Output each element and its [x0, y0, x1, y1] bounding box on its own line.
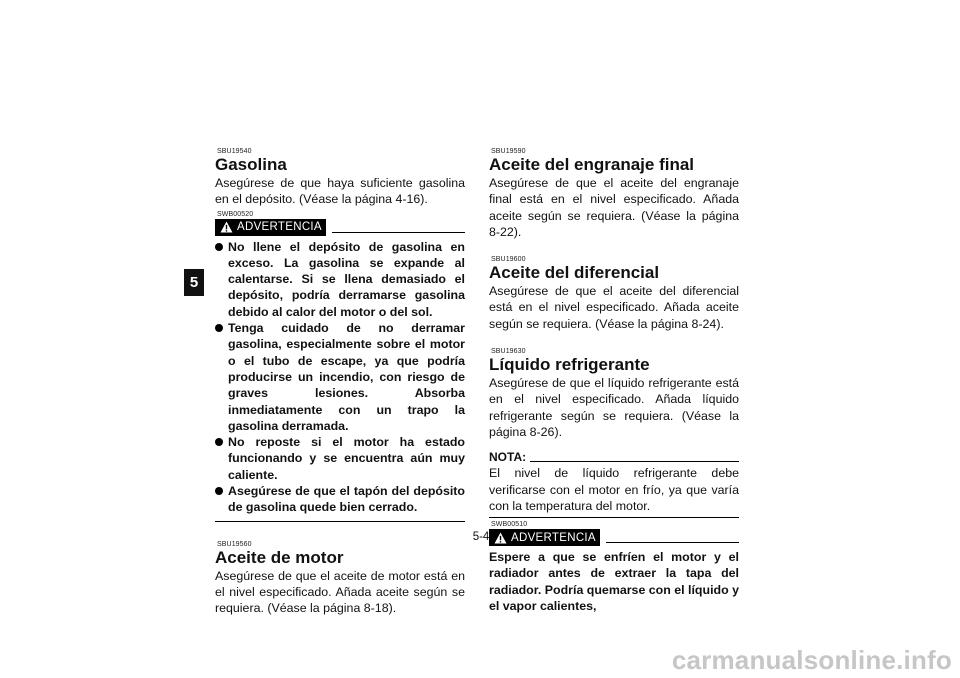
warning-triangle-icon: [220, 221, 233, 233]
section-body-aceite-motor: Asegúrese de que el aceite de motor está en el nivel especificado. Añada aceite según se requiera. (Véase la página 8-18).: [215, 568, 465, 616]
section-body-gasolina: Asegúrese de que haya suficiente gasolina en el depósito. (Véase la página 4-16).: [215, 176, 465, 207]
section-code: SBU19600: [491, 256, 526, 264]
warning-item: Tenga cuidado de no derramar gasolina, especialmente sobre el motor o el tubo de escape, ya que podría producirse un incendio, con riesgo de graves lesiones. Absorba inmediatamente con un trapo la gasolina derramada.: [215, 320, 465, 434]
section-title-diferencial: Aceite del diferencial: [489, 263, 660, 283]
warning-rule: [606, 542, 739, 543]
warning-badge: [489, 529, 600, 546]
warning-code: SWB00520: [217, 210, 254, 218]
section-title-aceite-motor: Aceite de motor: [215, 547, 344, 567]
page-number: 5-4: [472, 531, 490, 543]
warning-badge: [215, 219, 326, 236]
watermark: carmanualsonline.info: [671, 645, 952, 675]
section-body-engranaje-final: Asegúrese de que el aceite del engranaje final está en el nivel especificado. Añada aceite según se requiera. (Véase la página 8-22).: [489, 176, 739, 239]
warning-rule: [332, 232, 465, 233]
bullet-icon: [215, 324, 223, 332]
chapter-tab: 5: [184, 269, 204, 296]
section-code: SBU19560: [217, 540, 252, 548]
section-code: SBU19630: [491, 348, 526, 356]
note-label: NOTA:: [489, 450, 527, 465]
warning-body: Espere a que se enfríen el motor y el radiador antes de extraer la tapa del radiador. Podría quemarse con el líquido y el vapor calientes,: [489, 550, 739, 614]
section-body-refrigerante: Asegúrese de que el líquido refrigerante está en el nivel especificado. Añada líquido refrigerante según se requiera. (Véase la página 8-26).: [489, 376, 739, 439]
warning-header: [489, 529, 739, 546]
note-end-rule: [489, 517, 739, 518]
warning-list: [215, 239, 465, 516]
section-title-refrigerante: Líquido refrigerante: [489, 355, 650, 375]
right-column: [489, 148, 739, 614]
bullet-icon: [215, 438, 223, 446]
warning-code: SWB00510: [491, 521, 528, 529]
bullet-icon: [215, 487, 223, 495]
section-title-gasolina: Gasolina: [215, 155, 287, 174]
section-title-engranaje-final: Aceite del engranaje final: [489, 155, 695, 174]
left-column: [215, 148, 465, 617]
warning-item: Asegúrese de que el tapón del depósito de gasolina quede bien cerrado.: [215, 483, 465, 516]
note-body: El nivel de líquido refrigerante debe verificarse con el motor en frío, ya que varía con la temperatura del motor.: [489, 466, 739, 513]
warning-label: ADVERTENCIA: [511, 531, 596, 544]
note-rule: [530, 461, 739, 462]
section-body-diferencial: Asegúrese de que el aceite del diferencial está en el nivel especificado. Añada aceite según se requiera. (Véase la página 8-24).: [489, 284, 739, 331]
warning-item: No reposte si el motor ha estado funcionando y se encuentra aún muy caliente.: [215, 434, 465, 483]
warning-label: ADVERTENCIA: [237, 221, 322, 234]
warning-header: [215, 219, 465, 236]
section-code: SBU19540: [217, 148, 252, 155]
bullet-icon: [215, 243, 223, 251]
note-header: [489, 450, 739, 464]
section-code: SBU19590: [491, 148, 526, 155]
warning-item: No llene el depósito de gasolina en exceso. La gasolina se expande al calentarse. Si se llena demasiado el depósito, podría derramarse gasolina debido al calor del motor o del sol.: [215, 239, 465, 320]
